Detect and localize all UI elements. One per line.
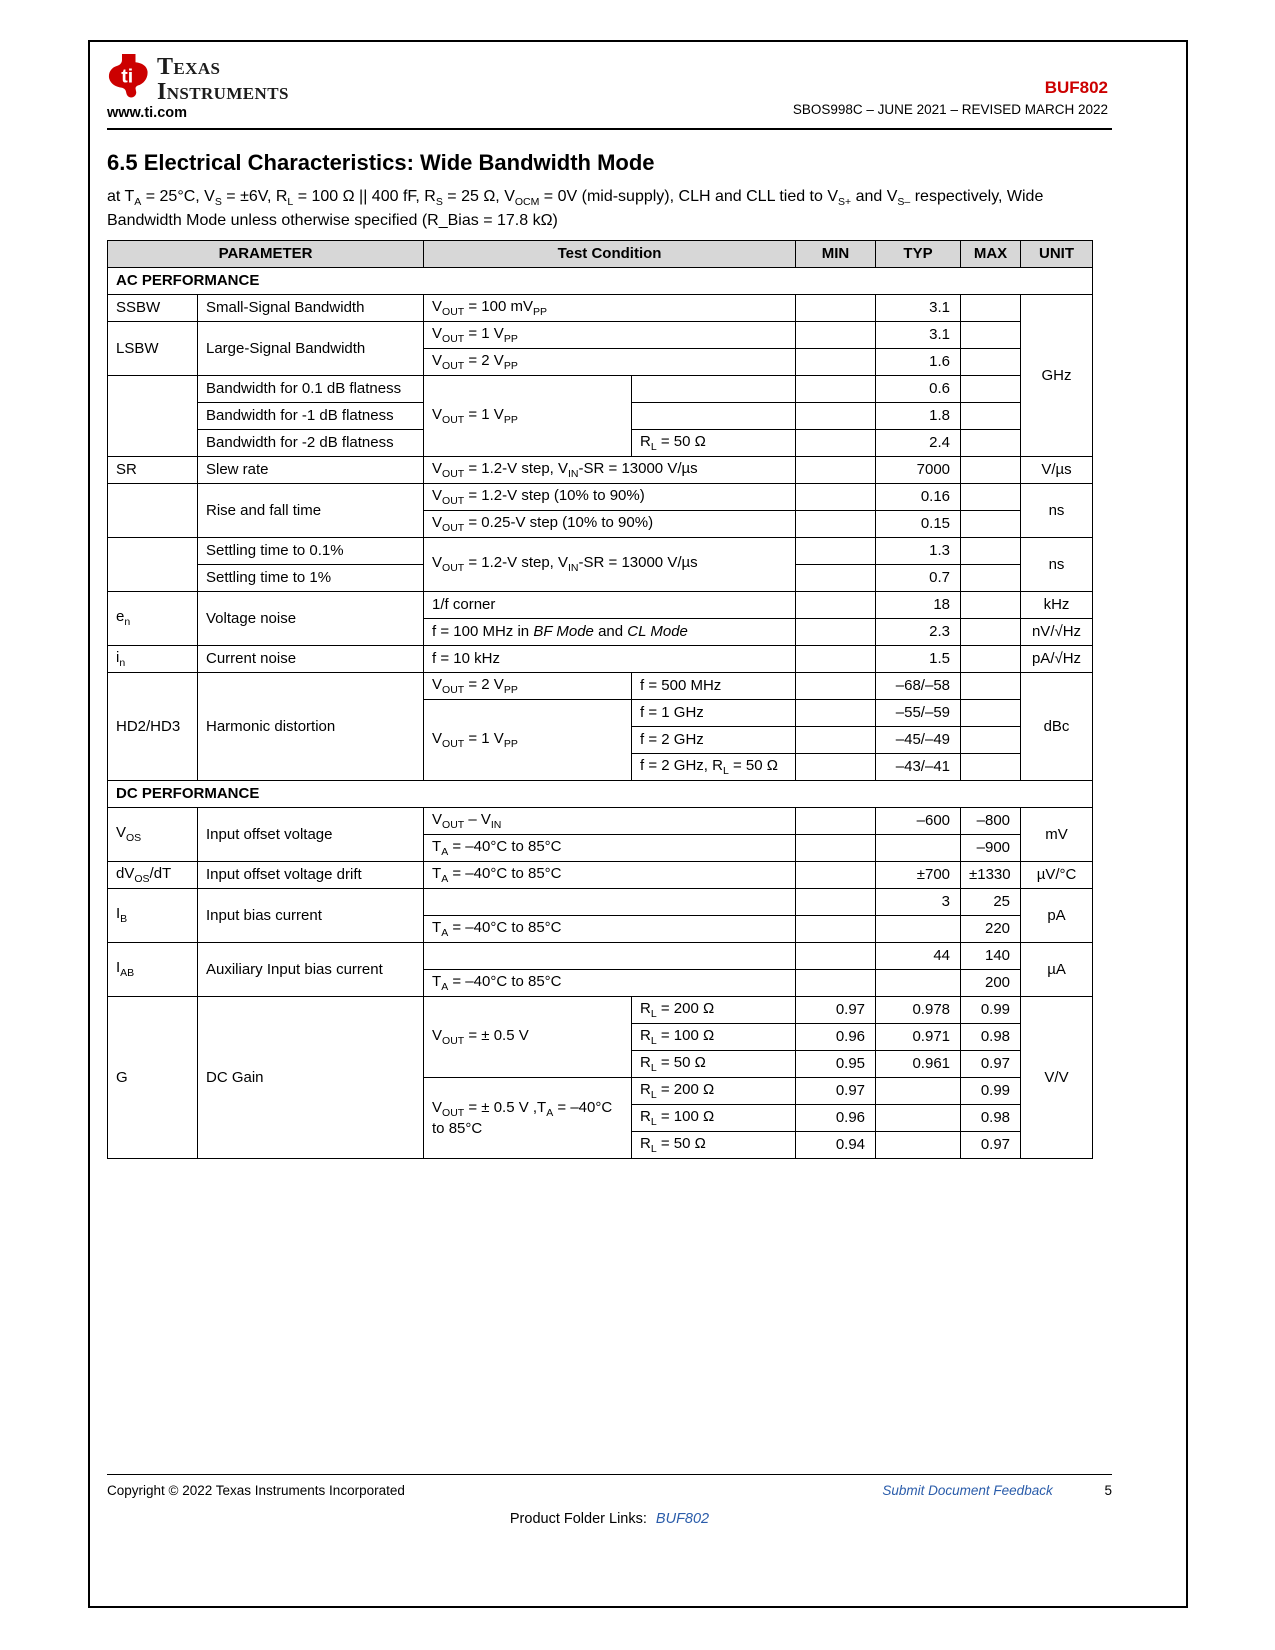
max-value: 200	[961, 970, 1021, 997]
max-value	[961, 565, 1021, 592]
param-symbol: $i_n$	[108, 646, 198, 673]
param-name: Slew rate	[198, 457, 424, 484]
test-condition: $V_{OUT} - V_{IN}$	[424, 808, 796, 835]
max-value	[961, 511, 1021, 538]
param-name: Input bias current	[198, 889, 424, 943]
max-value	[961, 592, 1021, 619]
test-condition: $V_{OUT} = 1.2-V$ step, $V_{IN}-SR = 13000$ V/µs	[424, 457, 796, 484]
test-condition: 1/f corner	[424, 592, 796, 619]
test-condition	[424, 943, 796, 970]
unit-value: nV/√Hz	[1021, 619, 1093, 646]
table-row	[108, 322, 1093, 349]
param-name: Rise and fall time	[198, 484, 424, 538]
part-number: BUF802	[1044, 78, 1108, 97]
unit-value: mV	[1021, 808, 1093, 862]
test-condition: f = 10 kHz	[424, 646, 796, 673]
typ-value	[876, 970, 961, 997]
test-subcondition: $R_L = 200$ Ω	[632, 997, 796, 1024]
table-row	[108, 592, 1093, 619]
test-subcondition: f = 2 GHz	[632, 727, 796, 754]
section-row	[108, 268, 1093, 295]
param-symbol: SSBW	[108, 295, 198, 322]
table-row	[108, 889, 1093, 916]
typ-value: 1.8	[876, 403, 961, 430]
param-symbol: SR	[108, 457, 198, 484]
section-dc-performance: DC PERFORMANCE	[108, 781, 1093, 808]
max-value: 25	[961, 889, 1021, 916]
test-condition: $T_A = -40^\circ C$ to 85°C	[424, 916, 796, 943]
max-value	[961, 484, 1021, 511]
max-value	[961, 295, 1021, 322]
header-typ: TYP	[876, 241, 961, 268]
test-subcondition: $R_L = 100$ Ω	[632, 1024, 796, 1051]
param-symbol: HD2/HD3	[108, 673, 198, 781]
param-name: Current noise	[198, 646, 424, 673]
unit-value: GHz	[1021, 295, 1093, 457]
table-row	[108, 862, 1093, 889]
min-value	[796, 727, 876, 754]
test-condition: $T_A = -40^\circ C$ to 85°C	[424, 970, 796, 997]
typ-value	[876, 835, 961, 862]
min-value: 0.96	[796, 1024, 876, 1051]
test-condition: $V_{OUT} = 1$ $V_{PP}$	[424, 322, 796, 349]
max-value	[961, 619, 1021, 646]
typ-value: 18	[876, 592, 961, 619]
ti-wordmark-line2: Instruments	[157, 78, 289, 105]
max-value: 0.98	[961, 1105, 1021, 1132]
table-row	[108, 943, 1093, 970]
electrical-characteristics-table	[107, 240, 1093, 1159]
min-value	[796, 808, 876, 835]
min-value	[796, 457, 876, 484]
test-subcondition: f = 1 GHz	[632, 700, 796, 727]
param-symbol: $I_B$	[108, 889, 198, 943]
test-condition: $V_{OUT}$ = ± 0.5 V $,T_A = -40^\circ C$ to 85°C	[424, 1078, 632, 1159]
typ-value	[876, 1078, 961, 1105]
min-value	[796, 673, 876, 700]
max-value: 0.99	[961, 997, 1021, 1024]
param-symbol: LSBW	[108, 322, 198, 376]
min-value	[796, 700, 876, 727]
typ-value: –600	[876, 808, 961, 835]
ti-wordmark-line1: Texas	[157, 54, 221, 80]
header-test-condition: Test Condition	[424, 241, 796, 268]
typ-value	[876, 916, 961, 943]
test-condition: $V_{OUT}$ = ± 0.5 V	[424, 997, 632, 1078]
max-value: 140	[961, 943, 1021, 970]
typ-value: 2.4	[876, 430, 961, 457]
param-symbol: G	[108, 997, 198, 1159]
test-condition: $V_{OUT} = 2$ $V_{PP}$	[424, 673, 632, 700]
max-value	[961, 403, 1021, 430]
param-name: Settling time to 1%	[198, 565, 424, 592]
typ-value	[876, 1132, 961, 1159]
param-name: Large-Signal Bandwidth	[198, 322, 424, 376]
min-value	[796, 592, 876, 619]
max-value: 0.98	[961, 1024, 1021, 1051]
header-parameter: PARAMETER	[108, 241, 424, 268]
table-row	[108, 673, 1093, 700]
typ-value: 0.971	[876, 1024, 961, 1051]
param-name: Input offset voltage drift	[198, 862, 424, 889]
max-value: –900	[961, 835, 1021, 862]
min-value	[796, 835, 876, 862]
min-value: 0.95	[796, 1051, 876, 1078]
param-symbol	[108, 376, 198, 457]
min-value	[796, 862, 876, 889]
test-condition	[424, 889, 796, 916]
table-row	[108, 808, 1093, 835]
max-value	[961, 430, 1021, 457]
param-symbol: $dV_{OS}/dT$	[108, 862, 198, 889]
test-condition: $V_{OUT} = 0.25-V$ step (10% to 90%)	[424, 511, 796, 538]
document-header	[90, 42, 1186, 130]
table-row	[108, 295, 1093, 322]
min-value	[796, 349, 876, 376]
typ-value: –43/–41	[876, 754, 961, 781]
typ-value	[876, 1105, 961, 1132]
max-value	[961, 538, 1021, 565]
min-value	[796, 484, 876, 511]
typ-value: 0.16	[876, 484, 961, 511]
param-name: Bandwidth for -2 dB flatness	[198, 430, 424, 457]
param-name: Settling time to 0.1%	[198, 538, 424, 565]
typ-value: 0.961	[876, 1051, 961, 1078]
max-value: 220	[961, 916, 1021, 943]
typ-value: 0.6	[876, 376, 961, 403]
copyright-text: Copyright © 2022 Texas Instruments Incorporated	[107, 1483, 405, 1498]
typ-value: 0.7	[876, 565, 961, 592]
max-value: ±1330	[961, 862, 1021, 889]
param-name: Voltage noise	[198, 592, 424, 646]
param-symbol	[108, 538, 198, 592]
min-value	[796, 916, 876, 943]
table-row	[108, 484, 1093, 511]
header-min: MIN	[796, 241, 876, 268]
param-name: Auxiliary Input bias current	[198, 943, 424, 997]
page	[88, 40, 1188, 1608]
unit-value: µV/°C	[1021, 862, 1093, 889]
min-value	[796, 295, 876, 322]
unit-value: dBc	[1021, 673, 1093, 781]
test-subcondition: f = 2 GHz, $R_L = 50$ Ω	[632, 754, 796, 781]
typ-value: 0.978	[876, 997, 961, 1024]
test-subcondition: $R_L = 100$ Ω	[632, 1105, 796, 1132]
param-symbol	[108, 484, 198, 538]
typ-value: –55/–59	[876, 700, 961, 727]
max-value	[961, 673, 1021, 700]
typ-value: 1.6	[876, 349, 961, 376]
min-value: 0.96	[796, 1105, 876, 1132]
typ-value: 44	[876, 943, 961, 970]
section-title: 6.5 Electrical Characteristics: Wide Bandwidth Mode	[107, 150, 655, 175]
min-value	[796, 943, 876, 970]
unit-value: kHz	[1021, 592, 1093, 619]
product-folder-label: Product Folder Links:	[509, 1511, 647, 1527]
max-value	[961, 700, 1021, 727]
max-value	[961, 376, 1021, 403]
typ-value: 7000	[876, 457, 961, 484]
min-value	[796, 430, 876, 457]
test-condition: $T_A = -40^\circ C$ to 85°C	[424, 862, 796, 889]
unit-value: pA/√Hz	[1021, 646, 1093, 673]
max-value	[961, 727, 1021, 754]
param-name: Input offset voltage	[198, 808, 424, 862]
max-value	[961, 754, 1021, 781]
typ-value: 3.1	[876, 295, 961, 322]
test-condition: $T_A = -40^\circ C$ to 85°C	[424, 835, 796, 862]
svg-text:ti: ti	[121, 65, 134, 88]
test-subcondition: $R_L = 200$ Ω	[632, 1078, 796, 1105]
param-name: Harmonic distortion	[198, 673, 424, 781]
submit-feedback-link[interactable]: Submit Document Feedback	[882, 1483, 1053, 1498]
ti-bug-icon	[107, 52, 149, 98]
test-subcondition: $R_L = 50$ Ω	[632, 430, 796, 457]
param-symbol: $e_n$	[108, 592, 198, 646]
typ-value: 3.1	[876, 322, 961, 349]
table-row	[108, 538, 1093, 565]
unit-value: pA	[1021, 889, 1093, 943]
table-row	[108, 646, 1093, 673]
param-name: DC Gain	[198, 997, 424, 1159]
max-value: 0.97	[961, 1132, 1021, 1159]
test-condition: $V_{OUT} = 2$ $V_{PP}$	[424, 349, 796, 376]
test-subcondition: f = 500 MHz	[632, 673, 796, 700]
typ-value: 1.3	[876, 538, 961, 565]
test-condition: f = 100 MHz in BF Mode and CL Mode	[424, 619, 796, 646]
typ-value: 3	[876, 889, 961, 916]
typ-value: 0.15	[876, 511, 961, 538]
typ-value: –68/–58	[876, 673, 961, 700]
product-folder-link[interactable]: BUF802	[655, 1511, 710, 1527]
document-footer	[107, 1474, 1112, 1527]
min-value	[796, 970, 876, 997]
section-row	[108, 781, 1093, 808]
typ-value: 2.3	[876, 619, 961, 646]
param-symbol: $V_{OS}$	[108, 808, 198, 862]
param-symbol: $I_{AB}$	[108, 943, 198, 997]
test-subcondition: $R_L = 50$ Ω	[632, 1132, 796, 1159]
min-value	[796, 376, 876, 403]
min-value	[796, 889, 876, 916]
test-condition: $V_{OUT} = 1$ $V_{PP}$	[424, 700, 632, 781]
test-subcondition: $R_L = 50$ Ω	[632, 1051, 796, 1078]
param-name: Bandwidth for 0.1 dB flatness	[198, 376, 424, 403]
test-condition: $V_{OUT} = 1$ $V_{PP}$	[424, 376, 632, 457]
table-row	[108, 376, 1093, 403]
test-subcondition	[632, 403, 796, 430]
typ-value: –45/–49	[876, 727, 961, 754]
param-name: Small-Signal Bandwidth	[198, 295, 424, 322]
page-number: 5	[1104, 1483, 1112, 1498]
table-row	[108, 997, 1093, 1024]
min-value	[796, 619, 876, 646]
min-value: 0.97	[796, 997, 876, 1024]
footer-right	[882, 1483, 1112, 1498]
max-value: 0.97	[961, 1051, 1021, 1078]
test-subcondition	[632, 376, 796, 403]
main-content	[107, 130, 1112, 1159]
max-value	[961, 646, 1021, 673]
ti-wordmark	[157, 55, 289, 105]
max-value: –800	[961, 808, 1021, 835]
unit-value: ns	[1021, 484, 1093, 538]
header-unit: UNIT	[1021, 241, 1093, 268]
test-condition: $V_{OUT} = 100$ $mV_{PP}$	[424, 295, 796, 322]
ti-website-link[interactable]: www.ti.com	[107, 105, 188, 121]
test-condition: $V_{OUT} = 1.2-V$ step (10% to 90%)	[424, 484, 796, 511]
conditions-text: at $T_A = 25^\circ C$, $V_S = \pm 6V$, $R_L = 100$ Ω || 400 fF, $R_S = 25$ Ω, $V_{OCM} = 0V$ (mid-supply), CLH and CLL tied to $V_{S+}$ and $V_{S-}$ respectively, Wide Bandwidth Mode unless otherwise specified (R_Bias = 17.8 kΩ)	[107, 188, 1044, 229]
doc-revision-line: SBOS998C – JUNE 2021 – REVISED MARCH 2022	[792, 102, 1108, 117]
unit-value: ns	[1021, 538, 1093, 592]
table-row	[108, 457, 1093, 484]
unit-value: µA	[1021, 943, 1093, 997]
ti-logo	[107, 52, 289, 105]
min-value	[796, 538, 876, 565]
test-condition: $V_{OUT} = 1.2-V$ step, $V_{IN}-SR = 13000$ V/µs	[424, 538, 796, 592]
max-value	[961, 349, 1021, 376]
min-value	[796, 403, 876, 430]
min-value: 0.97	[796, 1078, 876, 1105]
min-value	[796, 754, 876, 781]
typ-value: 1.5	[876, 646, 961, 673]
min-value	[796, 646, 876, 673]
max-value	[961, 322, 1021, 349]
max-value	[961, 457, 1021, 484]
table-header-row	[108, 241, 1093, 268]
min-value	[796, 322, 876, 349]
max-value: 0.99	[961, 1078, 1021, 1105]
param-name: Bandwidth for -1 dB flatness	[198, 403, 424, 430]
unit-value: V/µs	[1021, 457, 1093, 484]
typ-value: ±700	[876, 862, 961, 889]
unit-value: V/V	[1021, 997, 1093, 1159]
min-value: 0.94	[796, 1132, 876, 1159]
min-value	[796, 565, 876, 592]
header-max: MAX	[961, 241, 1021, 268]
section-ac-performance: AC PERFORMANCE	[108, 268, 1093, 295]
min-value	[796, 511, 876, 538]
